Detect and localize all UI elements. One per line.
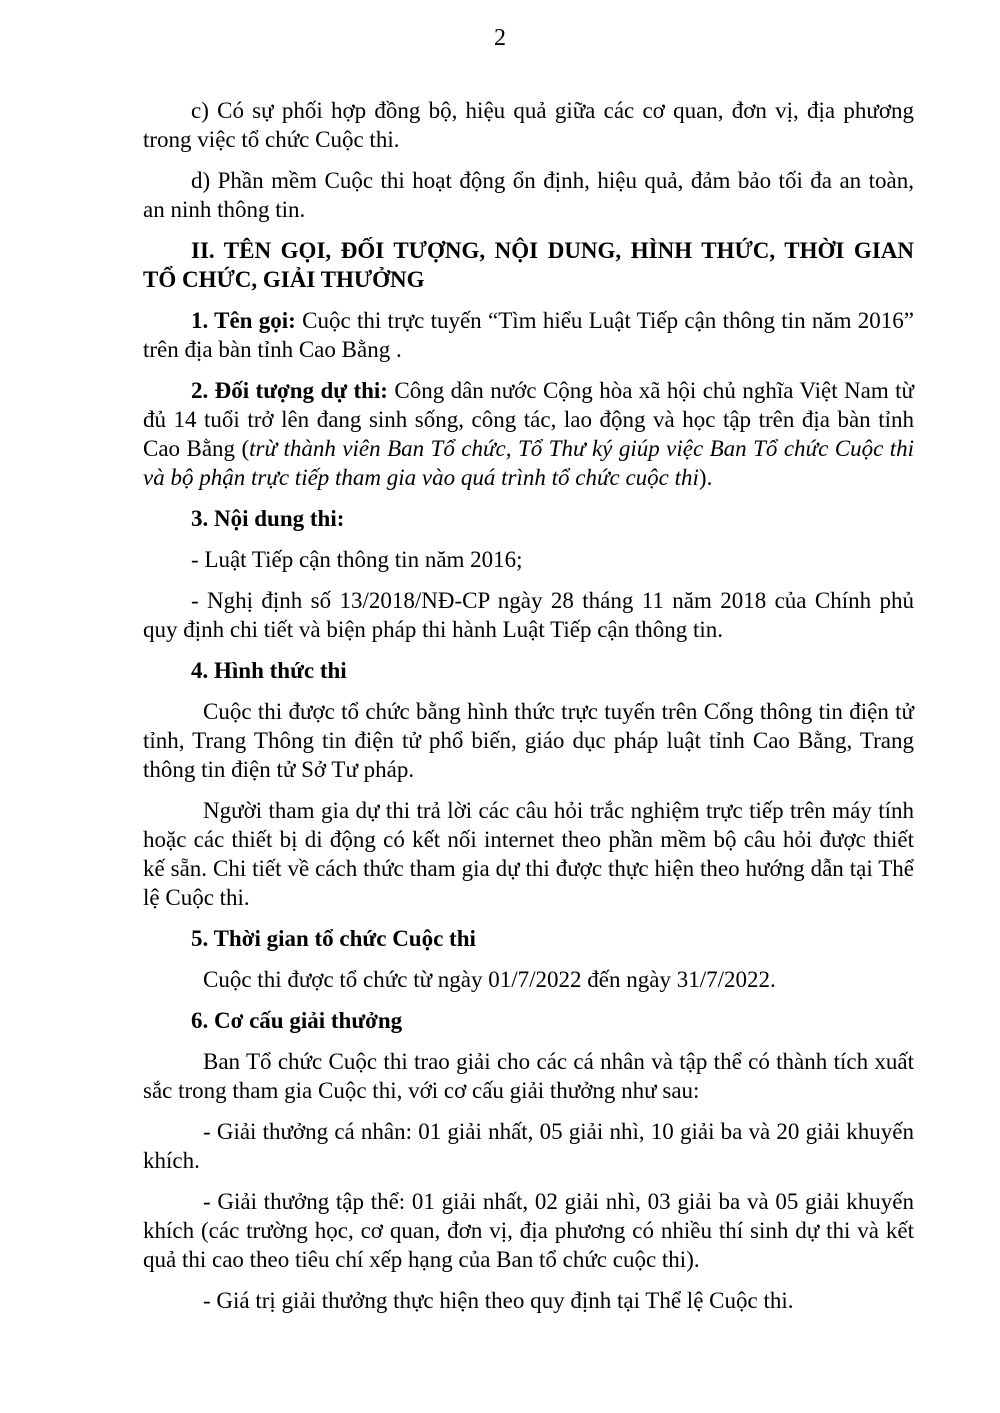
item-6-para: Ban Tổ chức Cuộc thi trao giải cho các cá nhân và tập thể có thành tích xuất sắc trong tham gia Cuộc thi, với cơ cấu giải thưởng như sau: — [143, 1049, 914, 1103]
document-body — [143, 96, 914, 1315]
section-heading: II. TÊN GỌI, ĐỐI TƯỢNG, NỘI DUNG, HÌNH THỨC, THỜI GIAN TỔ CHỨC, GIẢI THƯỞNG — [143, 238, 914, 292]
item-6-bullet-1: - Giải thưởng cá nhân: 01 giải nhất, 05 giải nhì, 10 giải ba và 20 giải khuyến khích. — [143, 1119, 914, 1173]
item-6-heading: 6. Cơ cấu giải thưởng — [191, 1008, 403, 1033]
paragraph-d: d) Phần mềm Cuộc thi hoạt động ổn định, hiệu quả, đảm bảo tối đa an toàn, an ninh thông tin. — [143, 168, 914, 222]
page-number: 2 — [494, 25, 506, 51]
paragraph-c: c) Có sự phối hợp đồng bộ, hiệu quả giữa các cơ quan, đơn vị, địa phương trong việc tổ chức Cuộc thi. — [143, 98, 914, 152]
item-2-label: 2. Đối tượng dự thi: — [191, 378, 388, 403]
item-1-text: Cuộc thi trực tuyến “Tìm hiểu Luật Tiếp cận thông tin năm 2016” trên địa bàn tỉnh Cao Bằng . — [143, 308, 914, 362]
item-3-bullet-1: - Luật Tiếp cận thông tin năm 2016; — [191, 547, 523, 572]
item-1 — [143, 306, 914, 364]
item-2-text: Công dân nước Cộng hòa xã hội chủ nghĩa Việt Nam từ đủ 14 tuổi trở lên đang sinh sống, công tác, lao động và học tập trên địa bàn tỉnh Cao Bằng ( — [143, 378, 914, 461]
item-2-end: ). — [698, 465, 713, 490]
item-4-para-1: Cuộc thi được tổ chức bằng hình thức trực tuyến trên Cổng thông tin điện tử tỉnh, Trang Thông tin điện tử phổ biến, giáo dục pháp luật tỉnh Cao Bằng, Trang thông tin điện tử Sở Tư pháp. — [143, 699, 914, 782]
item-2-italic: trừ thành viên Ban Tổ chức, Tổ Thư ký giúp việc Ban Tổ chức Cuộc thi và bộ phận trực tiếp tham gia vào quá trình tổ chức cuộc thi — [143, 436, 915, 490]
item-3-bullet-2: - Nghị định số 13/2018/NĐ-CP ngày 28 tháng 11 năm 2018 của Chính phủ quy định chi tiết và biện pháp thi hành Luật Tiếp cận thông tin. — [143, 588, 914, 642]
item-4-para-2: Người tham gia dự thi trả lời các câu hỏi trắc nghiệm trực tiếp trên máy tính hoặc các thiết bị di động có kết nối internet theo phần mềm bộ câu hỏi được thiết kế sẵn. Chi tiết về cách thức tham gia dự thi được thực hiện theo hướng dẫn tại Thể lệ Cuộc thi. — [143, 798, 914, 910]
item-1-label: 1. Tên gọi: — [191, 308, 296, 333]
item-4-heading: 4. Hình thức thi — [191, 658, 347, 683]
item-5-heading: 5. Thời gian tổ chức Cuộc thi — [191, 926, 476, 951]
item-3-heading: 3. Nội dung thi: — [191, 506, 345, 531]
item-6-bullet-2: - Giải thưởng tập thể: 01 giải nhất, 02 giải nhì, 03 giải ba và 05 giải khuyến khích (các trường học, cơ quan, đơn vị, địa phương có nhiều thí sinh dự thi và kết quả thi cao theo tiêu chí xếp hạng của Ban tổ chức cuộc thi). — [143, 1189, 914, 1272]
item-6-bullet-3: - Giá trị giải thưởng thực hiện theo quy định tại Thể lệ Cuộc thi. — [203, 1288, 794, 1313]
item-2 — [143, 376, 914, 492]
item-5-para: Cuộc thi được tổ chức từ ngày 01/7/2022 đến ngày 31/7/2022. — [203, 967, 776, 992]
